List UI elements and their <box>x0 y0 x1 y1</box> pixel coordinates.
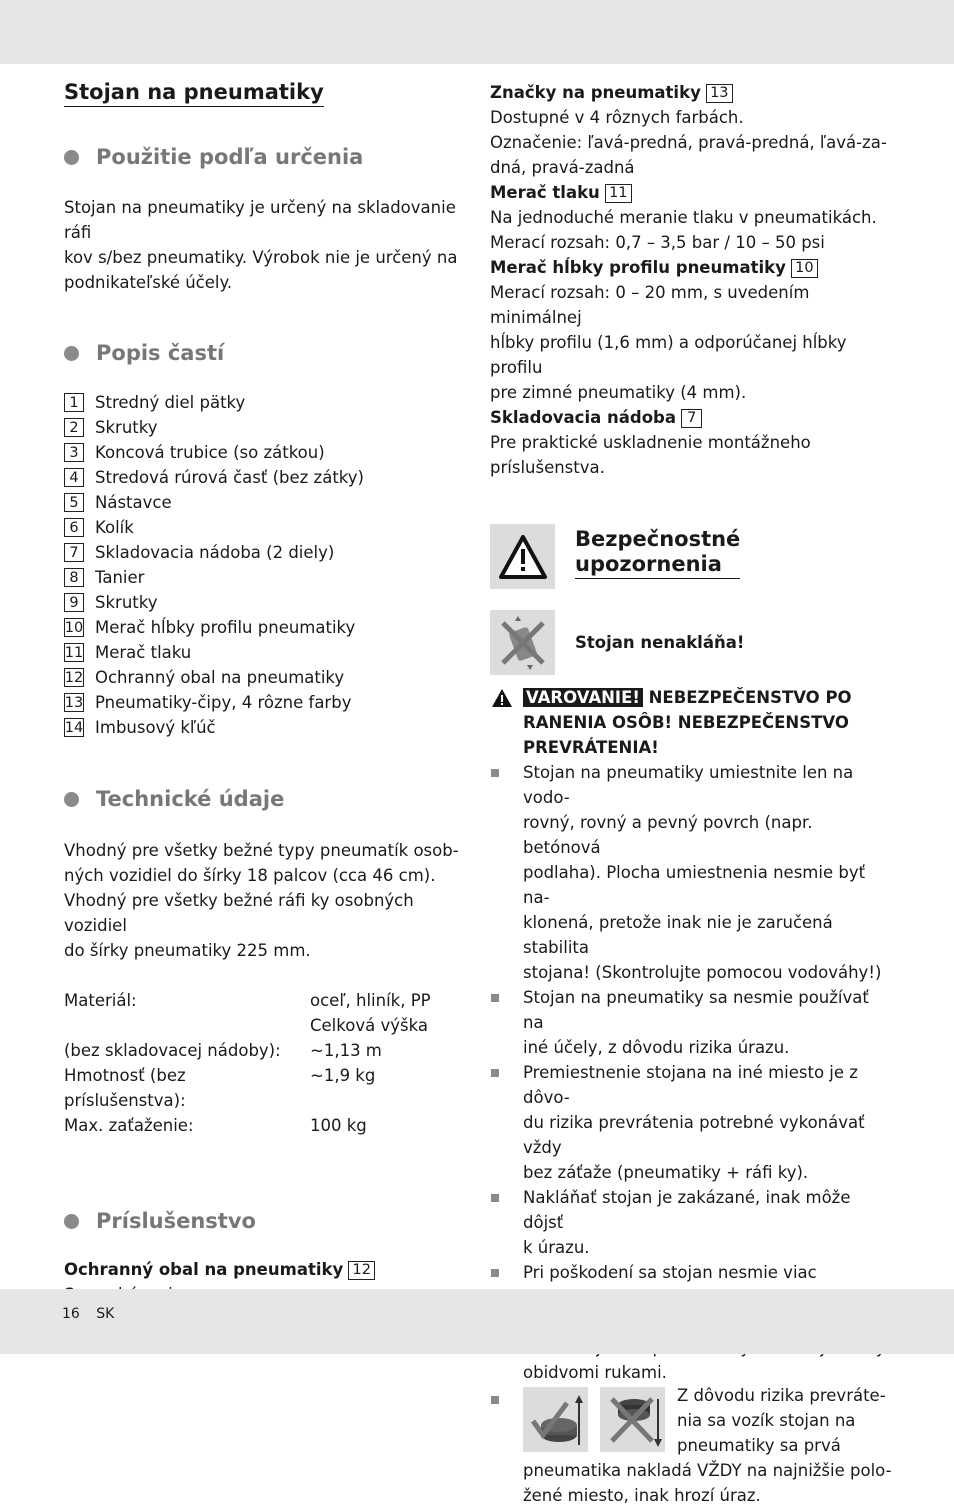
list-item: Nakláňať stojan je zakázané, inak môže dôjsť k úrazu. <box>490 1185 892 1260</box>
list-item: obidvomi rukami. <box>490 1335 892 1385</box>
page-footer <box>62 1306 126 1322</box>
list-item: 6 Kolík <box>64 515 464 540</box>
accessory-details: Značky na pneumatiky 13 Dostupné v 4 rôznych farbách. Označenie: ľavá-predná, pravá-predná, ľavá-za- dná, pravá-zadná Merač tlaku 11 Na jednoduché meranie tlaku v pneumatikách. Merací rozsah: 0,7 – 3,5 bar / 10 – 50 psi Merač hĺbky profilu pneumatiky 10 Merací rozsah: 0 – 20 mm, s uvedením minimálnej hĺbky profilu (1,6 mm) a odporúčanej hĺbky profilu pre zimné pneumatiky (4 mm). Skladovacia nádoba 7 Pre praktické uskladnenie montážneho príslušenstva. <box>490 83 887 477</box>
tech-text: Vhodný pre všetky bežné typy pneumatík osob- ných vozidiel do šírky 18 palcov (cca 46 cm). Vhodný pre všetky bežné ráfi ky osobných vozidiel do šírky pneumatiky 225 mm. <box>64 841 459 960</box>
list-item: 4 Stredová rúrová časť (bez zátky) <box>64 465 464 490</box>
loading-wrong-icon <box>600 1387 665 1452</box>
table-row: (bez skladovacej nádoby): ~1,13 m <box>64 1041 382 1060</box>
page-title: Stojan na pneumatiky <box>64 80 324 107</box>
list-item: 13 Pneumatiky-čipy, 4 rôzne farby <box>64 693 352 712</box>
loading-correct-icon <box>523 1387 588 1452</box>
language-code: SK <box>96 1306 115 1322</box>
spec-table <box>64 988 431 1138</box>
list-item: 10 Merač hĺbky profilu pneumatiky <box>64 618 356 637</box>
top-band <box>0 0 954 64</box>
left-column <box>64 78 464 1307</box>
table-row: Hmotnosť (bez príslušenstva): ~1,9 kg <box>64 1066 376 1110</box>
accessories-item: Ochranný obal na pneumatiky 12 <box>64 1257 464 1307</box>
list-item: 8 Tanier <box>64 565 464 590</box>
warning-triangle-icon <box>490 524 555 589</box>
warning-small-icon <box>491 688 513 708</box>
no-tilt-text: Stojan nenakláňa! <box>575 633 745 652</box>
list-item: 11 Merač tlaku <box>64 643 192 662</box>
safety-heading: Bezpečnostné upozornenia <box>575 527 740 589</box>
list-item: Pri poškodení sa stojan nesmie viac <box>490 1260 892 1335</box>
bullet-dot-icon <box>64 150 79 165</box>
list-item: Premiestnenie stojana na iné miesto je z dôvo- du rizika prevrátenia potrebné vykonávať vždy bez záťaže (pneumatiky + ráfi ky). <box>490 1060 892 1185</box>
safety-section-header <box>490 524 892 589</box>
bullet-dot-icon <box>64 1214 79 1229</box>
accessories-heading: Príslušenstvo <box>64 1209 464 1233</box>
list-item: 5 Nástavce <box>64 490 464 515</box>
bullet-dot-icon <box>64 346 79 361</box>
intended-use-heading: Použitie podľa určenia <box>64 145 464 169</box>
list-item: 7 Skladovacia nádoba (2 diely) <box>64 540 464 565</box>
list-item: 3 Koncová trubice (so zátkou) <box>64 440 464 465</box>
safety-bullets <box>490 760 892 1508</box>
list-item: 2 Skrutky <box>64 415 464 440</box>
list-item: 14 Imbusový kľúč <box>64 718 216 737</box>
intended-use-text: Stojan na pneumatiky je určený na skladovanie ráfi kov s/bez pneumatiky. Výrobok nie je určený na podnikateľské účely. <box>64 198 458 292</box>
table-row: Max. zaťaženie: 100 kg <box>64 1116 367 1135</box>
warning-block: VAROVANIE! NEBEZPEČENSTVO PO RANENIA OSÔB! NEBEZPEČENSTVO PREVRÁTENIA! <box>490 685 892 760</box>
list-item: 9 Skrutky <box>64 590 464 615</box>
bottom-band <box>0 1289 954 1354</box>
table-row: Materiál: oceľ, hliník, PP <box>64 991 431 1010</box>
page-number: 16 <box>62 1306 80 1322</box>
no-tilt-icon <box>490 610 555 675</box>
warning-badge: VAROVANIE! <box>523 688 643 707</box>
list-item: Z dôvodu rizika prevráte- nia sa vozík stojan na pneumatiky sa prvá pneumatika nakladá VŽDY na najnižšie polo- žené miesto, inak hrozí úraz. <box>490 1387 892 1508</box>
list-item: Stojan na pneumatiky umiestnite len na vodo- rovný, rovný a pevný povrch (napr. betónová podlaha). Plocha umiestnenia nesmie byť na- klonená, pretože inak nie je zaručená stabilita stojana! (Skontrolujte pomocou vodováhy!) <box>490 760 892 985</box>
parts-heading: Popis častí <box>64 341 464 365</box>
tech-heading: Technické údaje <box>64 787 464 811</box>
list-item: 1 Stredný diel pätky <box>64 390 464 415</box>
list-item: 12 Ochranný obal na pneumatiky <box>64 668 345 687</box>
no-tilt-row <box>490 610 892 675</box>
bullet-dot-icon <box>64 792 79 807</box>
table-row: Celková výška <box>310 1016 428 1035</box>
parts-list <box>64 390 464 740</box>
list-item: Stojan na pneumatiky sa nesmie používať na iné účely, z dôvodu rizika úrazu. <box>490 985 892 1060</box>
